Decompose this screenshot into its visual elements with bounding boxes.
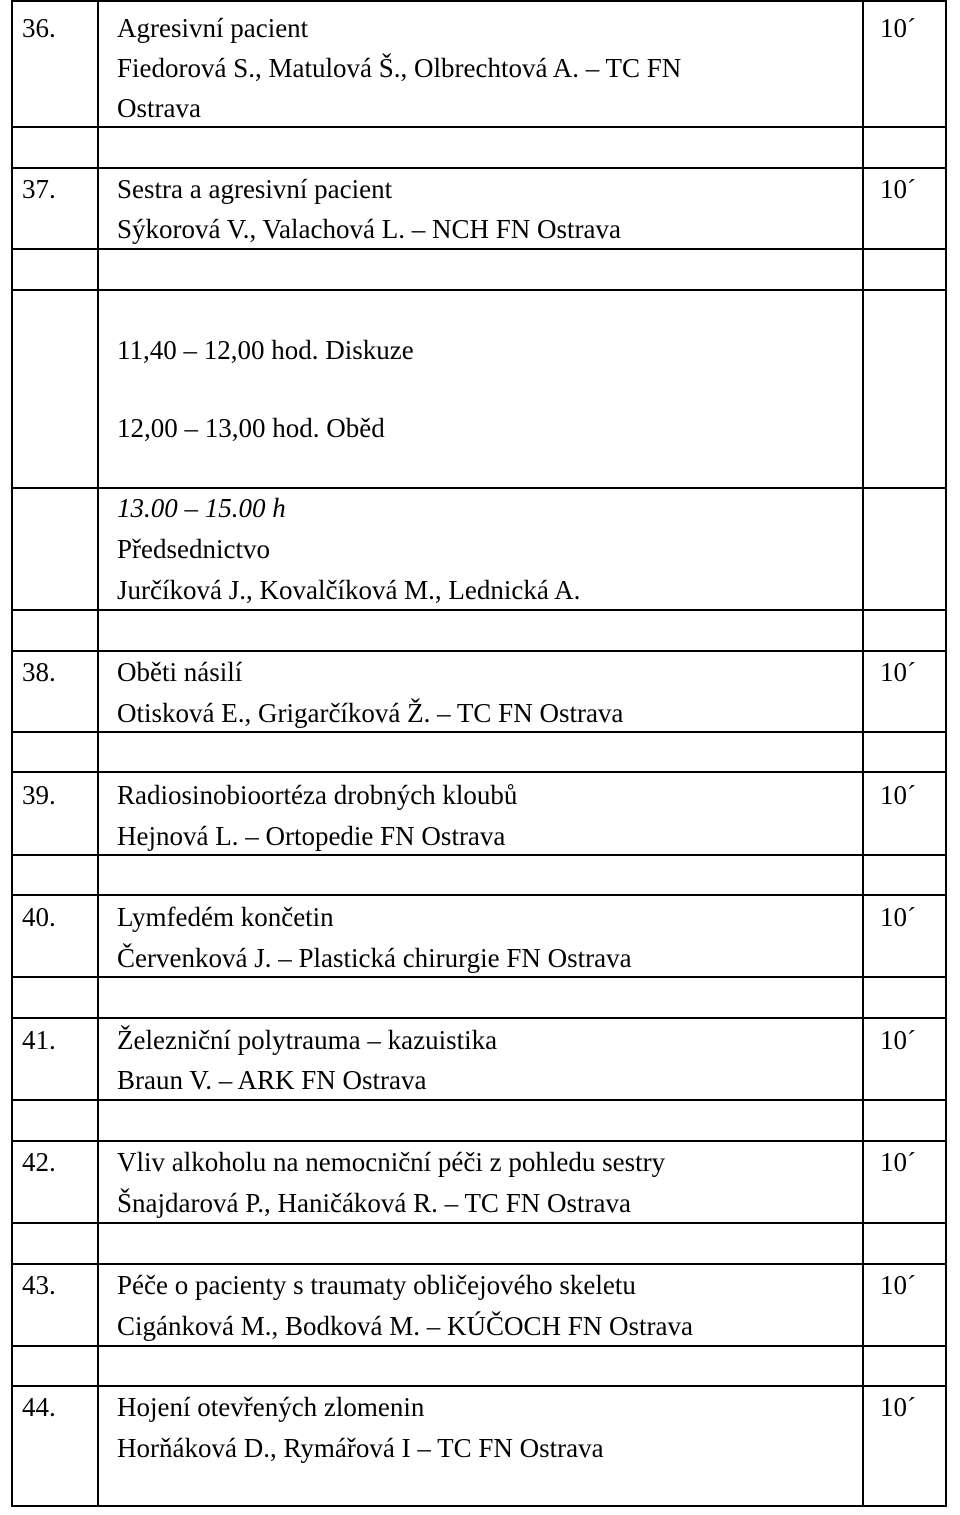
entry-authors: Sýkorová V., Valachová L. – NCH FN Ostrava [117,214,621,244]
row-divider [11,289,947,291]
row-divider [11,167,947,169]
table-border-bottom [11,1505,947,1507]
row-divider [11,1385,947,1387]
program-table [11,0,947,1507]
entry-number: 37. [22,174,56,204]
entry-authors: Hejnová L. – Ortopedie FN Ostrava [117,821,506,851]
entry-number: 39. [22,780,56,810]
table-border-right [945,0,947,1507]
entry-duration: 10´ [880,780,916,810]
row-divider [11,1263,947,1265]
entry-title: Lymfedém končetin [117,902,334,932]
row-divider [11,1140,947,1142]
row-divider [11,771,947,773]
row-divider [11,650,947,652]
row-divider [11,487,947,489]
entry-duration: 10´ [880,13,916,43]
row-divider [11,1017,947,1019]
entry-authors: Horňáková D., Rymářová I – TC FN Ostrava [117,1433,604,1463]
entry-authors: Fiedorová S., Matulová Š., Olbrechtová A. – TC FN [117,53,682,83]
row-divider [11,126,947,128]
row-divider [11,248,947,250]
row-divider [11,1345,947,1347]
session-heading: Předsednictvo [117,534,270,564]
entry-authors: Otisková E., Grigarčíková Ž. – TC FN Ostrava [117,698,624,728]
row-divider [11,854,947,856]
row-divider [11,976,947,978]
row-divider [11,609,947,611]
row-divider [11,894,947,896]
entry-duration: 10´ [880,1025,916,1055]
entry-authors: Červenková J. – Plastická chirurgie FN Ostrava [117,943,632,973]
entry-title: Radiosinobioortéza drobných kloubů [117,780,518,810]
entry-number: 42. [22,1147,56,1177]
row-divider [11,1222,947,1224]
table-border-top [11,0,947,2]
entry-authors: Braun V. – ARK FN Ostrava [117,1065,427,1095]
entry-duration: 10´ [880,902,916,932]
entry-authors: Šnajdarová P., Haničáková R. – TC FN Ostrava [117,1188,631,1218]
table-border-left [11,0,13,1507]
entry-number: 40. [22,902,56,932]
entry-title: Péče o pacienty s traumaty obličejového skeletu [117,1270,636,1300]
entry-duration: 10´ [880,1392,916,1422]
entry-title: Železniční polytrauma – kazuistika [117,1025,498,1055]
entry-authors: Cigánková M., Bodková M. – KÚČOCH FN Ostrava [117,1311,693,1341]
entry-title: Agresivní pacient [117,13,309,43]
entry-number: 43. [22,1270,56,1300]
entry-authors: Ostrava [117,93,201,123]
entry-duration: 10´ [880,174,916,204]
entry-title: Hojení otevřených zlomenin [117,1392,425,1422]
session-chairs: Jurčíková J., Kovalčíková M., Lednická A. [117,575,581,605]
entry-title: Vliv alkoholu na nemocniční péči z pohledu sestry [117,1147,666,1177]
column-divider-number [97,0,99,1507]
entry-duration: 10´ [880,1270,916,1300]
row-divider [11,1099,947,1101]
discussion-break: 11,40 – 12,00 hod. Diskuze [117,335,414,365]
entry-title: Sestra a agresivní pacient [117,174,393,204]
entry-number: 44. [22,1392,56,1422]
session-time: 13.00 – 15.00 h [117,493,286,523]
entry-number: 41. [22,1025,56,1055]
entry-duration: 10´ [880,1147,916,1177]
entry-number: 38. [22,657,56,687]
row-divider [11,731,947,733]
lunch-break: 12,00 – 13,00 hod. Oběd [117,413,385,443]
entry-duration: 10´ [880,657,916,687]
entry-number: 36. [22,13,56,43]
column-divider-duration [862,0,864,1507]
entry-title: Oběti násilí [117,657,243,687]
